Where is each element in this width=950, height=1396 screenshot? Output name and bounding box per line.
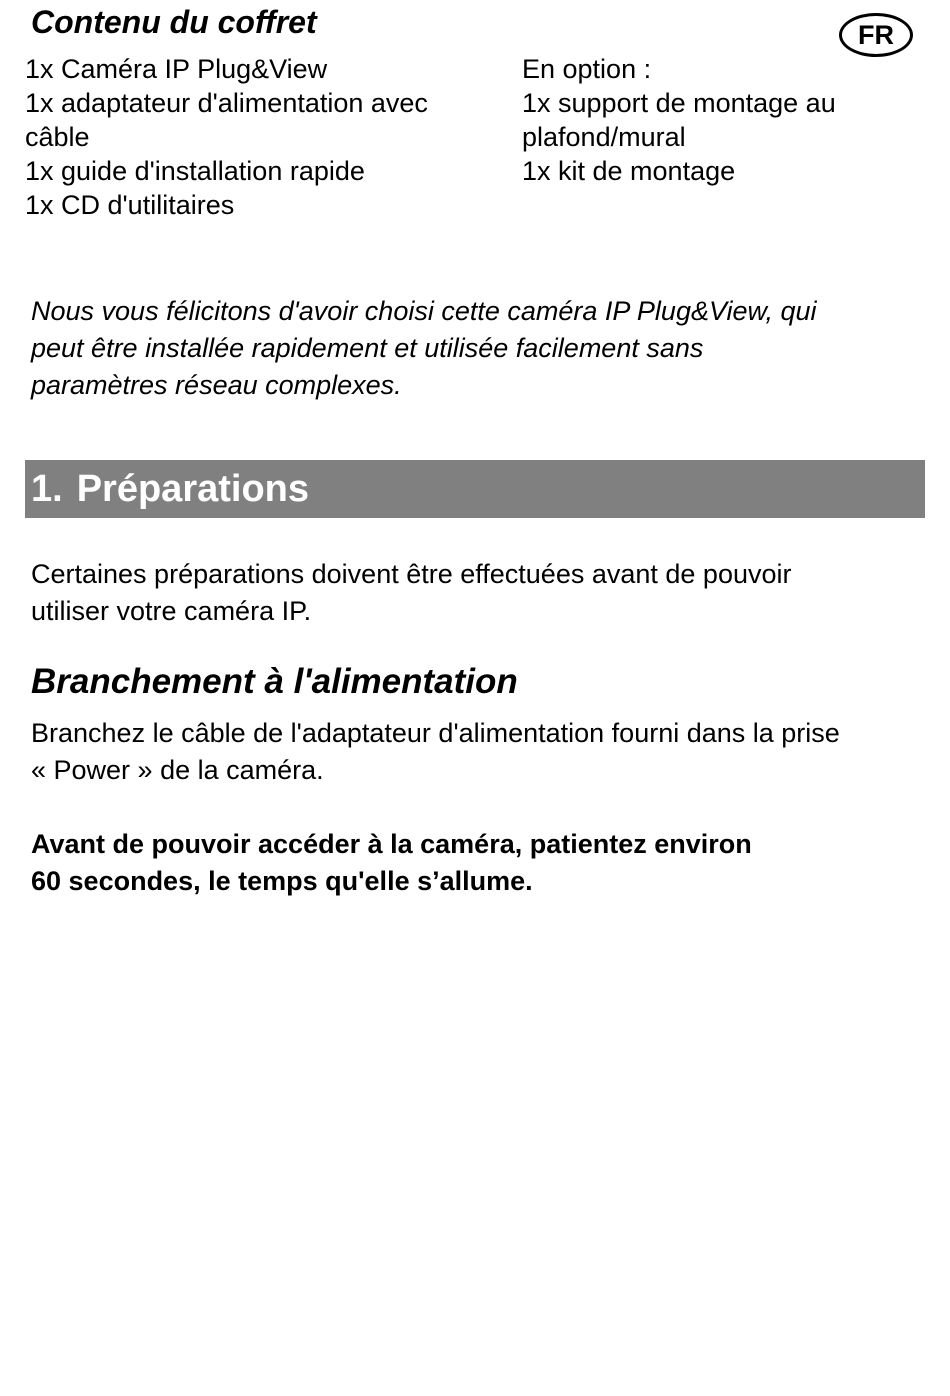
note-line: 60 secondes, le temps qu'elle s’allume. [31,866,533,896]
paragraph-line: utiliser votre caméra IP. [31,596,312,626]
contents-item: câble [25,122,90,152]
contents-item: 1x Caméra IP Plug&View [25,54,328,84]
section-title [31,467,309,511]
optional-item: 1x support de montage au [522,88,836,118]
intro-line: Nous vous félicitons d'avoir choisi cette caméra IP Plug&View, qui [31,296,817,326]
paragraph-line: Branchez le câble de l'adaptateur d'alimentation fourni dans la prise [31,718,840,748]
intro-line: paramètres réseau complexes. [31,370,402,400]
language-badge: FR [839,13,913,57]
contents-item: 1x guide d'installation rapide [25,156,365,186]
paragraph-line: Certaines préparations doivent être effectuées avant de pouvoir [31,559,792,589]
section-number: 1. [31,468,63,510]
optional-heading: En option : [522,54,652,84]
optional-item: 1x kit de montage [522,156,736,186]
intro-line: peut être installée rapidement et utilisée facilement sans [31,333,704,363]
note-line: Avant de pouvoir accéder à la caméra, patientez environ [31,829,752,859]
page-title: Contenu du coffret [31,4,317,40]
intro-paragraph [31,293,921,404]
contents-list-optional [522,52,922,188]
preparations-paragraph [31,556,921,630]
power-paragraph [31,715,921,789]
optional-item: plafond/mural [522,122,686,152]
section-title-text: Préparations [76,468,310,510]
section-header-bar [25,460,925,518]
power-heading: Branchement à l'alimentation [31,662,518,701]
contents-item: 1x CD d'utilitaires [25,190,235,220]
contents-item: 1x adaptateur d'alimentation avec [25,88,428,118]
paragraph-line: « Power » de la caméra. [31,755,324,785]
contents-list-left [25,52,495,222]
power-note [31,826,921,900]
